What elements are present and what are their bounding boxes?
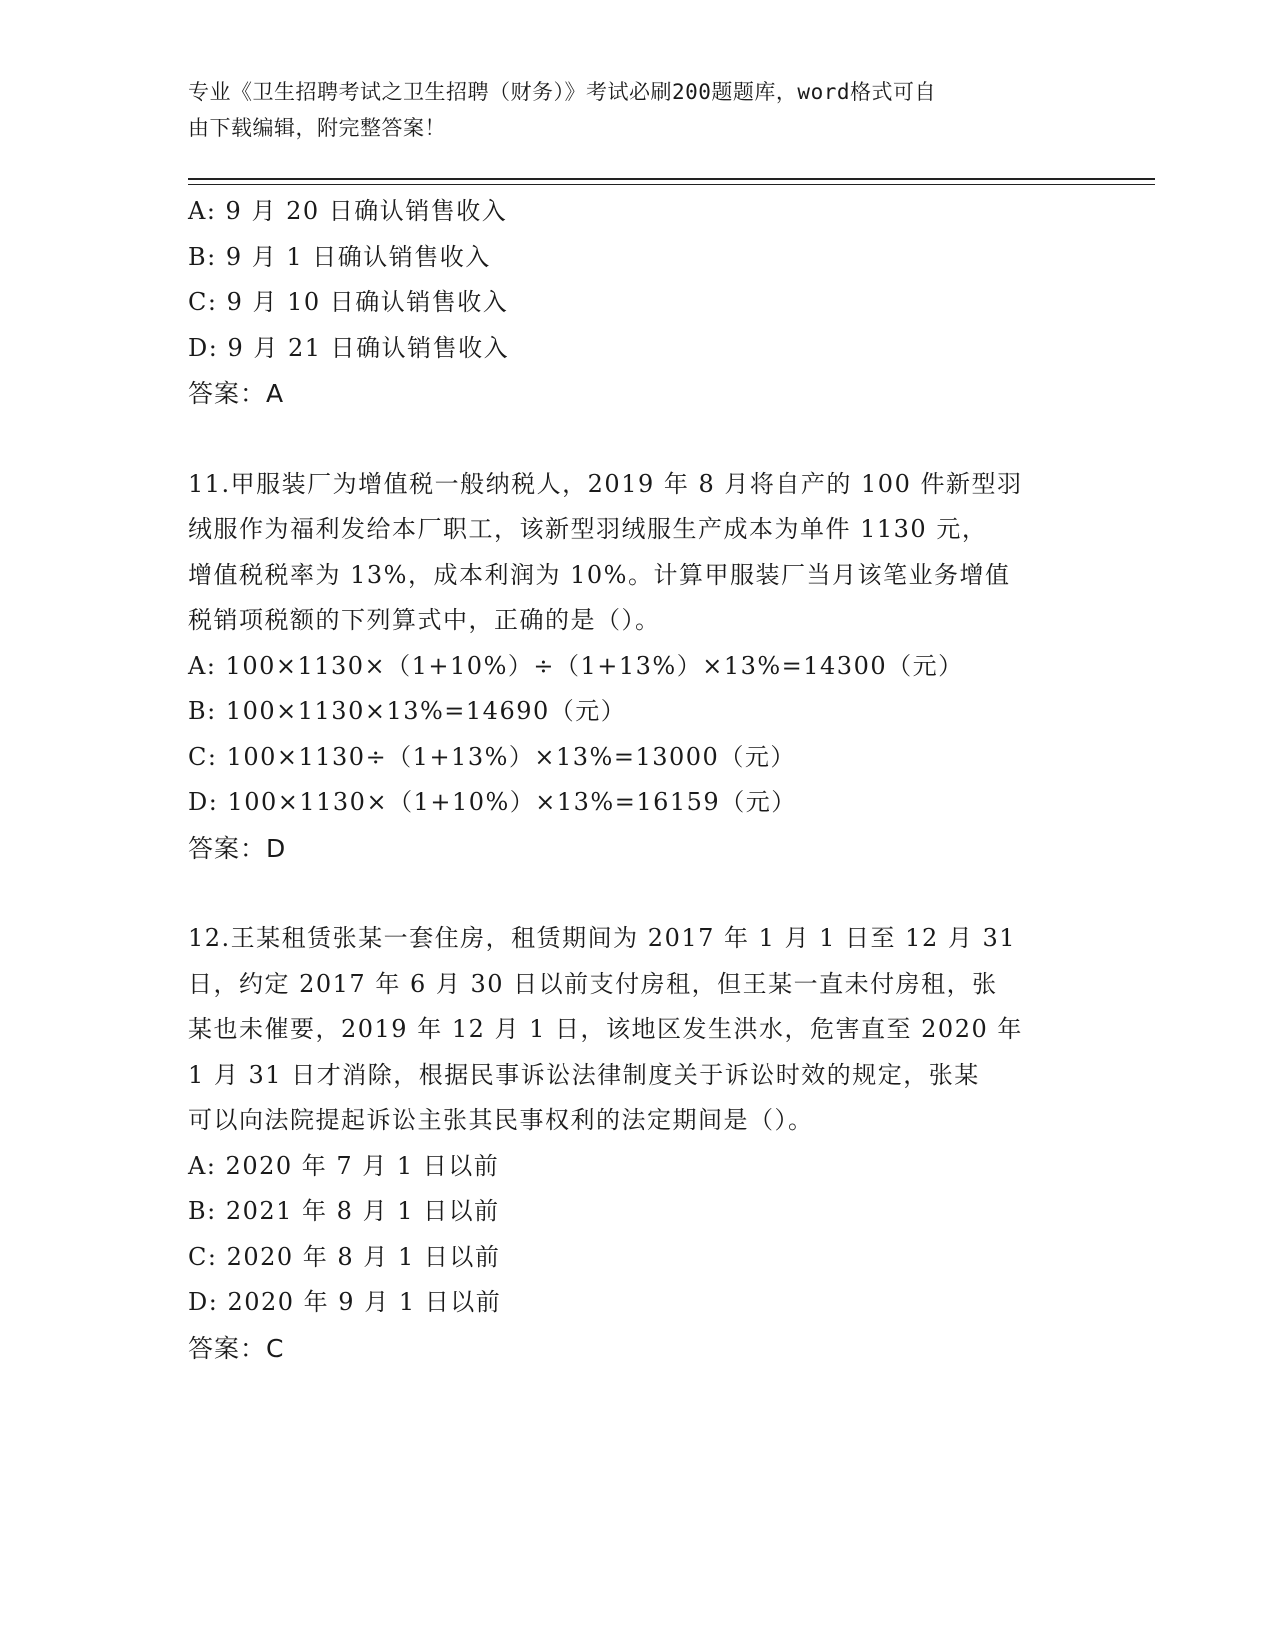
answer: 答案：D [188,833,287,863]
document-body [188,189,1088,1371]
question-stem-line: 11.甲服装厂为增值税一般纳税人，2019 年 8 月将自产的 100 件新型羽 [188,469,1023,498]
option-d: D: 100×1130×（1+10%）×13%=16159（元） [188,788,797,816]
option-b: B: 2021 年 8 月 1 日以前 [188,1197,500,1225]
question-stem-line: 1 月 31 日才消除，根据民事诉讼法律制度关于诉讼时效的规定，张某 [188,1060,980,1089]
question-stem-line: 日，约定 2017 年 6 月 30 日以前支付房租，但王某一直未付房租，张 [188,969,998,998]
question-stem-line: 12.王某租赁张某一套住房，租赁期间为 2017 年 1 月 1 日至 12 月 31 [188,924,1017,952]
header-line-2: 由下载编辑，附完整答案！ [188,116,446,140]
option-c: C: 9 月 10 日确认销售收入 [188,288,509,316]
question-10 [188,189,1088,417]
option-a: A: 9 月 20 日确认销售收入 [188,197,508,225]
question-stem-line: 增值税税率为 13%，成本利润为 10%。计算甲服装厂当月该笔业务增值 [188,560,1011,589]
document-header [188,74,1068,146]
question-stem-line: 可以向法院提起诉讼主张其民事权利的法定期间是（）。 [188,1106,814,1134]
option-c: C: 100×1130÷（1+13%）×13%=13000（元） [188,742,796,771]
option-d: D: 2020 年 9 月 1 日以前 [188,1288,502,1316]
option-a: A: 2020 年 7 月 1 日以前 [188,1151,500,1180]
header-divider-thin [188,184,1155,185]
option-d: D: 9 月 21 日确认销售收入 [188,333,510,362]
header-divider-thick [188,178,1155,180]
question-stem-line: 某也未催要，2019 年 12 月 1 日，该地区发生洪水，危害直至 2020 年 [188,1015,1023,1043]
option-b: B: 100×1130×13%=14690（元） [188,697,627,725]
question-stem-line: 绒服作为福利发给本厂职工，该新型羽绒服生产成本为单件 1130 元， [188,515,988,543]
header-line-1: 专业《卫生招聘考试之卫生招聘（财务）》考试必刷200题题库，word格式可自 [188,80,936,104]
question-11 [188,462,1088,872]
answer: 答案：C [188,1333,285,1363]
option-a: A: 100×1130×（1+10%）÷（1+13%）×13%=14300（元） [188,651,964,680]
question-stem-line: 税销项税额的下列算式中，正确的是（）。 [188,606,661,634]
question-12 [188,916,1088,1371]
answer: 答案：A [188,379,285,408]
option-b: B: 9 月 1 日确认销售收入 [188,242,491,271]
option-c: C: 2020 年 8 月 1 日以前 [188,1242,501,1271]
